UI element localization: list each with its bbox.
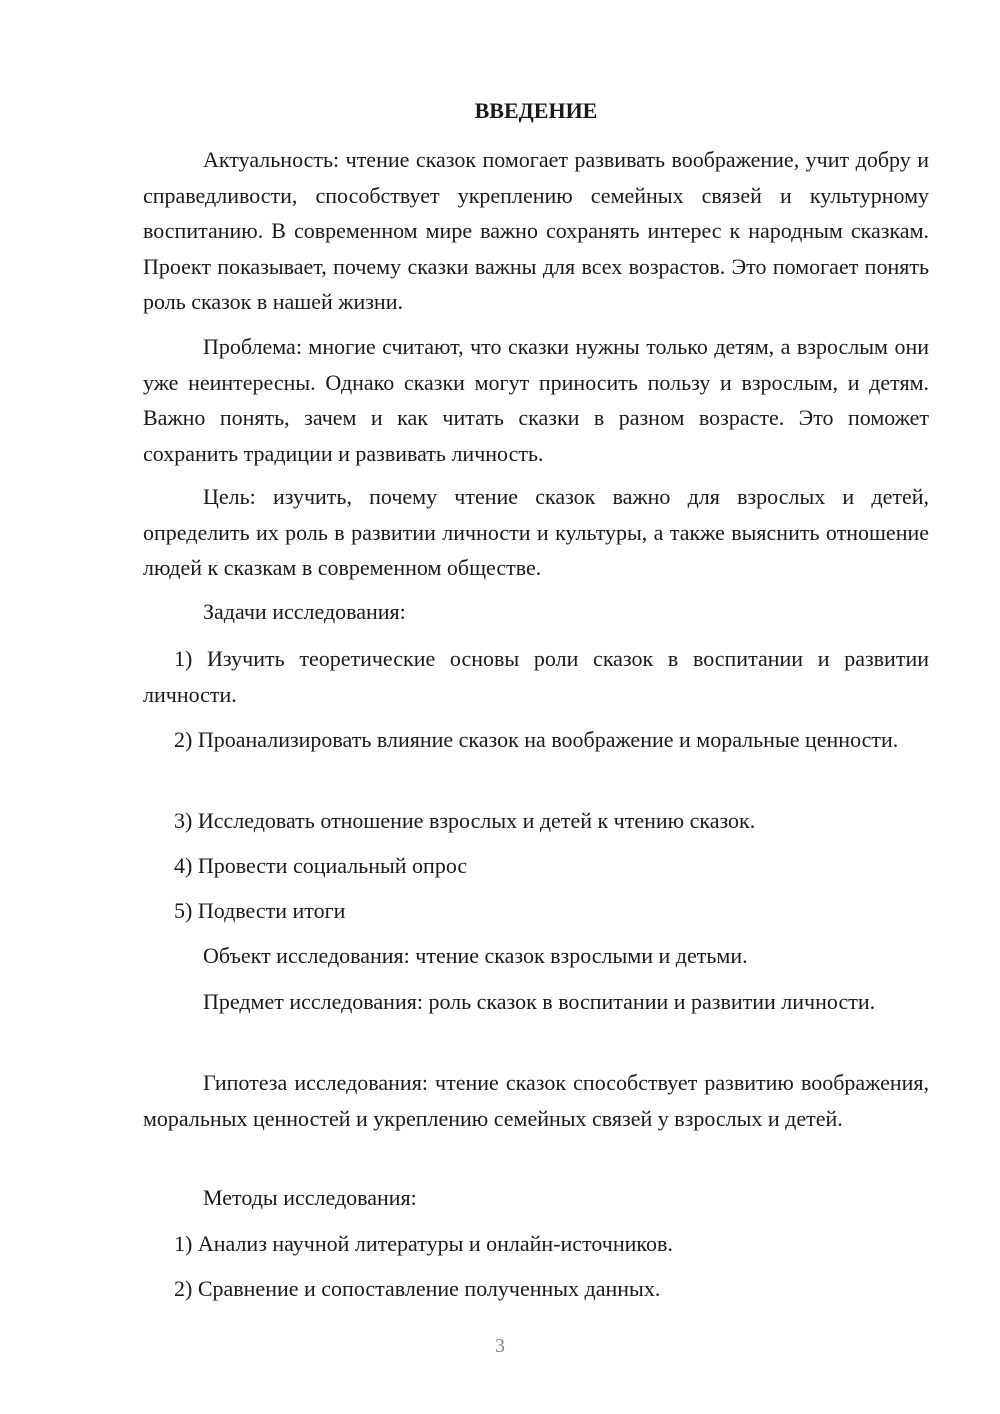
paragraph-hypothesis: Гипотеза исследования: чтение сказок способствует развитию воображения, моральных ценностей и укреплению семейных связей у взрослых и детей. — [143, 1070, 929, 1131]
list-item-task-1: 1) Изучить теоретические основы роли сказок в воспитании и развитии личности. — [143, 646, 929, 707]
list-item-task-3: 3) Исследовать отношение взрослых и детей к чтению сказок. — [174, 808, 756, 833]
list-item-task-2: 2) Проанализировать влияние сказок на воображение и моральные ценности. — [174, 727, 899, 752]
paragraph-subject: Предмет исследования: роль сказок в воспитании и развитии личности. — [203, 989, 876, 1014]
list-item-method-2: 2) Сравнение и сопоставление полученных данных. — [174, 1276, 661, 1301]
paragraph-methods-heading: Методы исследования: — [203, 1185, 417, 1210]
page-number: 3 — [495, 1335, 505, 1357]
paragraph-relevance: Актуальность: чтение сказок помогает развивать воображение, учит добру и справедливости, способствует укреплению семейных связей и культурному воспитанию. В современном мире важно сохранять интерес к народным сказкам. Проект показывает, почему сказки важны для всех возрастов. Это помогает понять роль сказок в нашей жизни. — [143, 147, 929, 314]
paragraph-tasks-heading: Задачи исследования: — [203, 599, 406, 624]
list-item-task-5: 5) Подвести итоги — [174, 898, 346, 923]
section-title: ВВЕДЕНИЕ — [474, 98, 598, 123]
paragraph-problem: Проблема: многие считают, что сказки нужны только детям, а взрослым они уже неинтересны. Однако сказки могут приносить пользу и взрослым, и детям. Важно понять, зачем и как читать сказки в разном возрасте. Это поможет сохранить традиции и развивать личность. — [143, 334, 929, 466]
list-item-method-1: 1) Анализ научной литературы и онлайн-источников. — [174, 1231, 673, 1256]
paragraph-object: Объект исследования: чтение сказок взрослыми и детьми. — [203, 943, 748, 968]
list-item-task-4: 4) Провести социальный опрос — [174, 853, 468, 878]
paragraph-goal: Цель: изучить, почему чтение сказок важно для взрослых и детей, определить их роль в развитии личности и культуры, а также выяснить отношение людей к сказкам в современном обществе. — [143, 484, 929, 580]
